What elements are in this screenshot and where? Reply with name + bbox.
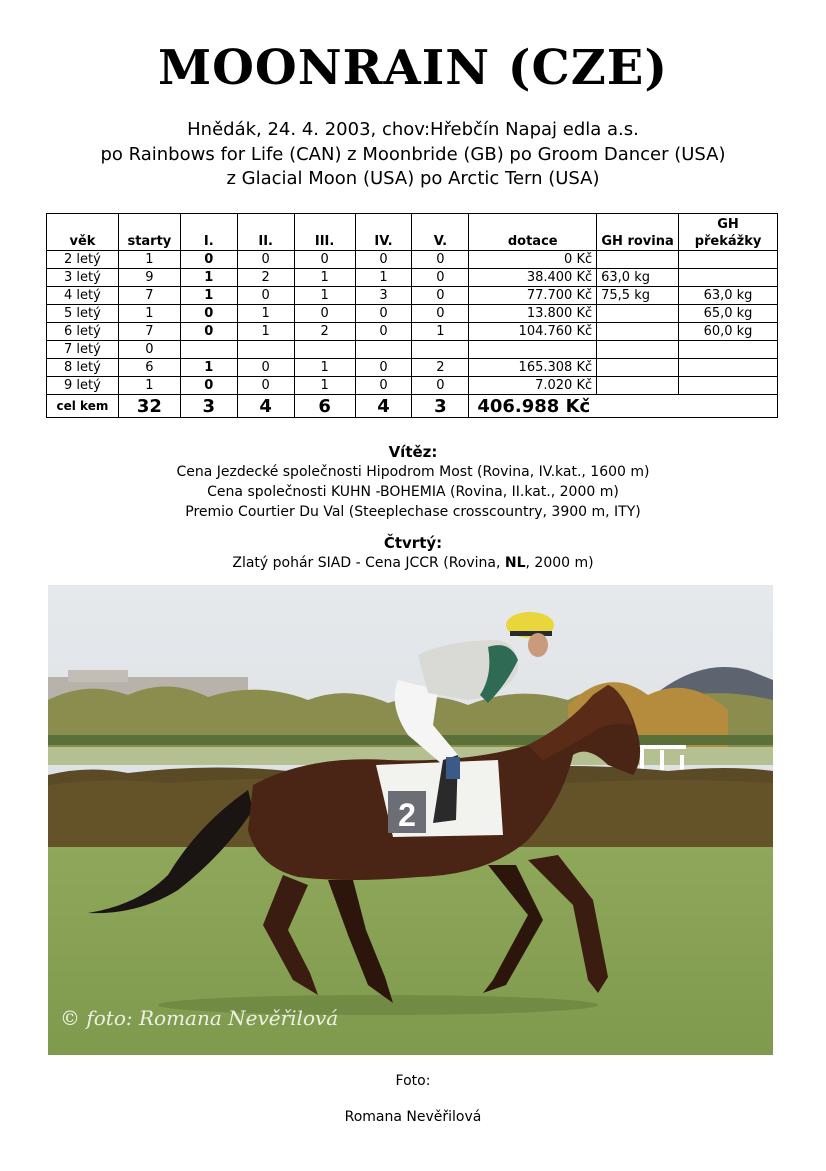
table-row (47, 377, 778, 395)
table-cell (597, 323, 679, 341)
table-cell: 0 (412, 305, 469, 323)
table-cell (679, 341, 778, 359)
caption-name: Romana Nevěřilová (344, 1109, 482, 1125)
table-cell: 5 letý (47, 305, 119, 323)
table-cell: 0 (180, 377, 237, 395)
column-header: I. (180, 214, 237, 251)
table-cell: 0 (355, 359, 412, 377)
table-cell: 1 (180, 359, 237, 377)
photo-watermark: © foto: Romana Nevěřilová (60, 1006, 339, 1030)
table-cell: 1 (118, 377, 180, 395)
table-cell: 2 (237, 269, 294, 287)
caption-label: Foto: (395, 1073, 431, 1089)
table-cell: 1 (118, 305, 180, 323)
table-cell: 1 (237, 305, 294, 323)
table-cell: 9 (118, 269, 180, 287)
table-cell: 65,0 kg (679, 305, 778, 323)
table-cell (597, 341, 679, 359)
winner-line: Cena společnosti KUHN -BOHEMIA (Rovina, II.kat., 2000 m) (207, 484, 619, 500)
table-cell: 1 (294, 269, 355, 287)
table-cell: 1 (355, 269, 412, 287)
fourth-line-pre: Zlatý pohár SIAD - Cena JCCR (Rovina, (232, 555, 505, 571)
table-row (47, 287, 778, 305)
table-row (47, 269, 778, 287)
table-cell: 0 (237, 251, 294, 269)
table-cell: 0 (355, 251, 412, 269)
table-cell: 1 (294, 377, 355, 395)
table-cell: 0 (237, 377, 294, 395)
table-cell: 0 (180, 251, 237, 269)
table-cell: 7 (118, 323, 180, 341)
table-cell: 7 (118, 287, 180, 305)
table-cell: 0 (294, 251, 355, 269)
table-cell: 3 (355, 287, 412, 305)
table-cell: 63,0 kg (679, 287, 778, 305)
table-cell: 3 letý (47, 269, 119, 287)
table-cell (294, 341, 355, 359)
table-cell (597, 377, 679, 395)
table-cell (597, 251, 679, 269)
total-cell: 3 (412, 395, 469, 418)
column-header: GH překážky (679, 214, 778, 251)
table-cell (355, 341, 412, 359)
table-cell: 1 (180, 269, 237, 287)
table-cell (679, 269, 778, 287)
table-cell: 2 letý (47, 251, 119, 269)
table-cell: 77.700 Kč (469, 287, 597, 305)
table-cell (412, 341, 469, 359)
table-cell (679, 359, 778, 377)
fourth-line (0, 553, 826, 573)
column-header: V. (412, 214, 469, 251)
table-cell: 6 (118, 359, 180, 377)
table-cell: 4 letý (47, 287, 119, 305)
table-cell: 2 (412, 359, 469, 377)
table-cell: 1 (180, 287, 237, 305)
fourth-section (0, 533, 826, 573)
table-row (47, 359, 778, 377)
table-cell: 6 letý (47, 323, 119, 341)
table-cell: 75,5 kg (597, 287, 679, 305)
table-cell: 13.800 Kč (469, 305, 597, 323)
total-cell: 3 (180, 395, 237, 418)
table-cell (469, 341, 597, 359)
table-cell: 1 (294, 359, 355, 377)
table-cell: 2 (294, 323, 355, 341)
column-header: IV. (355, 214, 412, 251)
page-title: MOONRAIN (CZE) (157, 40, 669, 96)
column-header: věk (47, 214, 119, 251)
table-cell: 0 Kč (469, 251, 597, 269)
table-cell: 0 (237, 359, 294, 377)
table-cell: 1 (412, 323, 469, 341)
column-header: II. (237, 214, 294, 251)
total-cell: 4 (355, 395, 412, 418)
fourth-line-post: , 2000 m) (525, 555, 594, 571)
table-cell: 1 (294, 287, 355, 305)
fourth-line-bold: NL (504, 555, 526, 571)
total-row (47, 395, 778, 418)
table-cell: 0 (294, 305, 355, 323)
info-line-3: z Glacial Moon (USA) po Arctic Tern (USA) (226, 168, 600, 189)
column-header: starty (118, 214, 180, 251)
total-label: cel kem (47, 395, 119, 418)
table-cell (180, 341, 237, 359)
table-header-row (47, 214, 778, 251)
table-cell: 9 letý (47, 377, 119, 395)
table-cell: 0 (180, 323, 237, 341)
table-cell (597, 305, 679, 323)
table-row (47, 323, 778, 341)
winner-section (0, 442, 826, 522)
table-cell: 0 (118, 341, 180, 359)
table-cell: 1 (237, 323, 294, 341)
table-cell (237, 341, 294, 359)
table-cell: 0 (412, 287, 469, 305)
table-row (47, 341, 778, 359)
horse-photo (48, 585, 773, 1055)
table-cell: 38.400 Kč (469, 269, 597, 287)
stats-table (46, 213, 778, 418)
table-cell: 0 (412, 251, 469, 269)
table-cell: 0 (237, 287, 294, 305)
table-cell (597, 359, 679, 377)
winner-line: Cena Jezdecké společnosti Hipodrom Most (Rovina, IV.kat., 1600 m) (176, 464, 650, 480)
table-row (47, 305, 778, 323)
fourth-heading: Čtvrtý: (383, 534, 443, 552)
table-cell: 0 (355, 323, 412, 341)
winner-line: Premio Courtier Du Val (Steeplechase crosscountry, 3900 m, ITY) (185, 504, 641, 520)
table-cell: 0 (180, 305, 237, 323)
table-cell (679, 377, 778, 395)
table-cell: 1 (118, 251, 180, 269)
info-line-1: Hnědák, 24. 4. 2003, chov:Hřebčín Napaj edla a.s. (187, 119, 639, 140)
table-cell: 104.760 Kč (469, 323, 597, 341)
total-cell: 406.988 Kč (469, 395, 778, 418)
table-cell: 0 (355, 305, 412, 323)
total-cell: 32 (118, 395, 180, 418)
total-cell: 4 (237, 395, 294, 418)
table-cell: 7.020 Kč (469, 377, 597, 395)
table-cell: 60,0 kg (679, 323, 778, 341)
table-cell: 7 letý (47, 341, 119, 359)
column-header: III. (294, 214, 355, 251)
table-cell: 0 (412, 269, 469, 287)
saddle-number: 2 (398, 797, 416, 833)
table-cell: 8 letý (47, 359, 119, 377)
winner-heading: Vítěz: (388, 443, 438, 461)
table-row (47, 251, 778, 269)
table-cell: 165.308 Kč (469, 359, 597, 377)
column-header: dotace (469, 214, 597, 251)
table-cell (679, 251, 778, 269)
info-line-2: po Rainbows for Life (CAN) z Moonbride (GB) po Groom Dancer (USA) (100, 144, 726, 165)
table-cell: 0 (412, 377, 469, 395)
column-header: GH rovina (597, 214, 679, 251)
total-cell: 6 (294, 395, 355, 418)
table-cell: 63,0 kg (597, 269, 679, 287)
table-cell: 0 (355, 377, 412, 395)
